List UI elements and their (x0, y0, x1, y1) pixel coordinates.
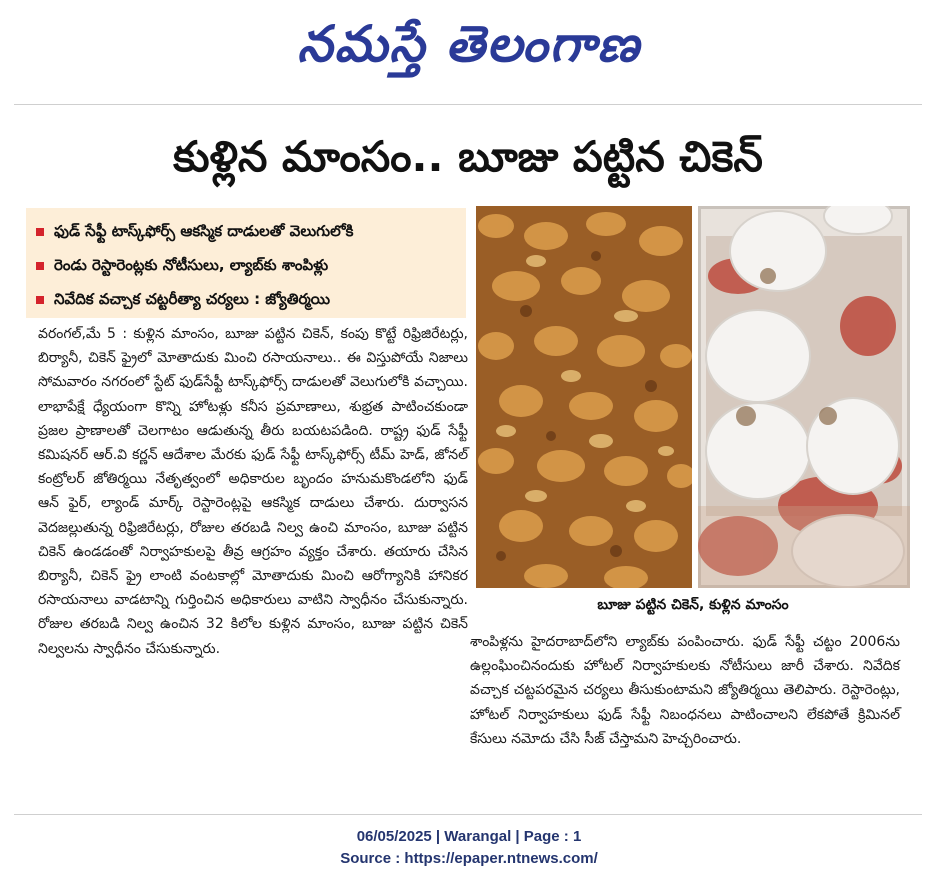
bullet-square-icon (36, 228, 44, 236)
highlight-text: నివేదిక వచ్చాక చట్టరీత్యా చర్యలు : జ్యోతిర్మయి (54, 290, 331, 308)
newspaper-masthead (0, 4, 938, 84)
highlight-item (36, 216, 353, 246)
article-headline: కుళ్లిన మాంసం.. బూజు పట్టిన చికెన్ (173, 132, 763, 181)
article-paragraph: శాంపిళ్లను హైదరాబాద్‌లోని ల్యాబ్‌కు పంపించారు. ఫుడ్ సేఫ్టీ చట్టం 2006ను ఉల్లంఘించినందుకు హోటల్ నిర్వాహకులకు నోటీసులు జారీ చేశారు. నివేదిక వచ్చాక చట్టపరమైన చర్యలు తీసుకుంటామని జ్యోతిర్మయి తెలిపారు. రెస్టారెంట్లు, హోటల్ నిర్వాహకులు ఫుడ్ సేఫ్టీ నిబంధనలు పాటించాలని లేకపోతే క్రిమినల్ కేసులు నమోదు చేసి సీజ్ చేస్తామని హెచ్చరించారు. (470, 634, 900, 747)
article-photos (476, 206, 910, 588)
clip-bottom-rule (14, 814, 922, 815)
article-paragraph: వరంగల్,మే 5 : కుళ్లిన మాంసం, బూజు పట్టిన చికెన్, కంపు కొట్టే రిఫ్రిజిరేటర్లు, బిర్యానీ, చికెన్ ఫ్రైలో మోతాదుకు మించి రసాయనాలు.. ఈ విస్తుపోయే నిజాలు సోమవారం నగరంలో స్టేట్ ఫుడ్‌సేఫ్టీ టాస్క్‌ఫోర్స్ దాడులతో వెలుగులోకి వచ్చాయి. లాభాపేక్షే ధ్యేయంగా కొన్ని హోటళ్లు కనీస ప్రమాణాలు, శుభ్రత పాటించకుండా ప్రజల ప్రాణాలతో చెలగాటం ఆడుతున్న తీరు బయటపడింది. రాష్ట్ర ఫుడ్ సేఫ్టీ కమిషనర్ ఆర్.వి కర్ణన్ ఆదేశాల మేరకు ఫుడ్ సేఫ్టీ టాస్క్‌ఫోర్స్ టీమ్ హెడ్, జోనల్ కంట్రోలర్ జోతిర్మయి నేతృత్వంలో అధికారుల బృందం హనుమకొండలోని ఫుడ్ ఆన్ ఫైర్, ల్యాండ్ మార్క్ రెస్టారెంట్లపై ఆకస్మిక దాడులు చేశారు. దుర్వాసన వెదజల్లుతున్న రిఫ్రిజిరేటర్లు, రోజుల తరబడి నిల్వ ఉంచి మాంసం, బూజు పట్టిన చికెన్ ఉండడంతో నిర్వాహకులపై తీవ్ర ఆగ్రహం వ్యక్తం చేశారు. తయారు చేసిన బిర్యానీ, చికెన్ ఫ్రై లాంటి వంటకాల్లో మోతాదుకు మించి ఆరోగ్యానికి హానికర రసాయనాలు వాడటాన్ని గుర్తించిన అధికారులు వాటిని స్వాధీనం చేసుకున్నారు. రోజుల తరబడి నిల్వ ఉంచిన 32 కిలోల కుళ్లిన మాంసం, బూజు పట్టిన చికెన్ నిల్వలను స్వాధీనం చేసుకున్నారు. (38, 326, 468, 657)
highlight-text: రెండు రెస్టారెంట్లకు నోటీసులు, ల్యాబ్‌కు శాంపిళ్లు (54, 256, 329, 274)
clip-footer (0, 826, 938, 870)
fried-chicken-photo (476, 206, 692, 588)
bullet-square-icon (36, 262, 44, 270)
highlight-item (36, 284, 330, 314)
highlight-text: ఫుడ్ సేఫ్టీ టాస్క్‌ఫోర్స్ ఆకస్మిక దాడులతో వెలుగులోకి (54, 222, 354, 240)
highlights-box (26, 208, 466, 318)
photo-caption: బూజు పట్టిన చికెన్, కుళ్లిన మాంసం (597, 597, 789, 613)
article-body-right-column (470, 630, 900, 751)
clip-source-link[interactable]: Source : https://epaper.ntnews.com/ (340, 850, 598, 867)
bullet-square-icon (36, 296, 44, 304)
masthead-title: నమస్తే తెలంగాణ (297, 14, 641, 73)
clip-date-edition: 06/05/2025 | Warangal | Page : 1 (356, 828, 582, 845)
spoiled-meat-photo (698, 206, 910, 588)
clip-top-rule (14, 104, 922, 105)
article-body-left-column (38, 322, 468, 661)
highlight-item (36, 250, 328, 280)
